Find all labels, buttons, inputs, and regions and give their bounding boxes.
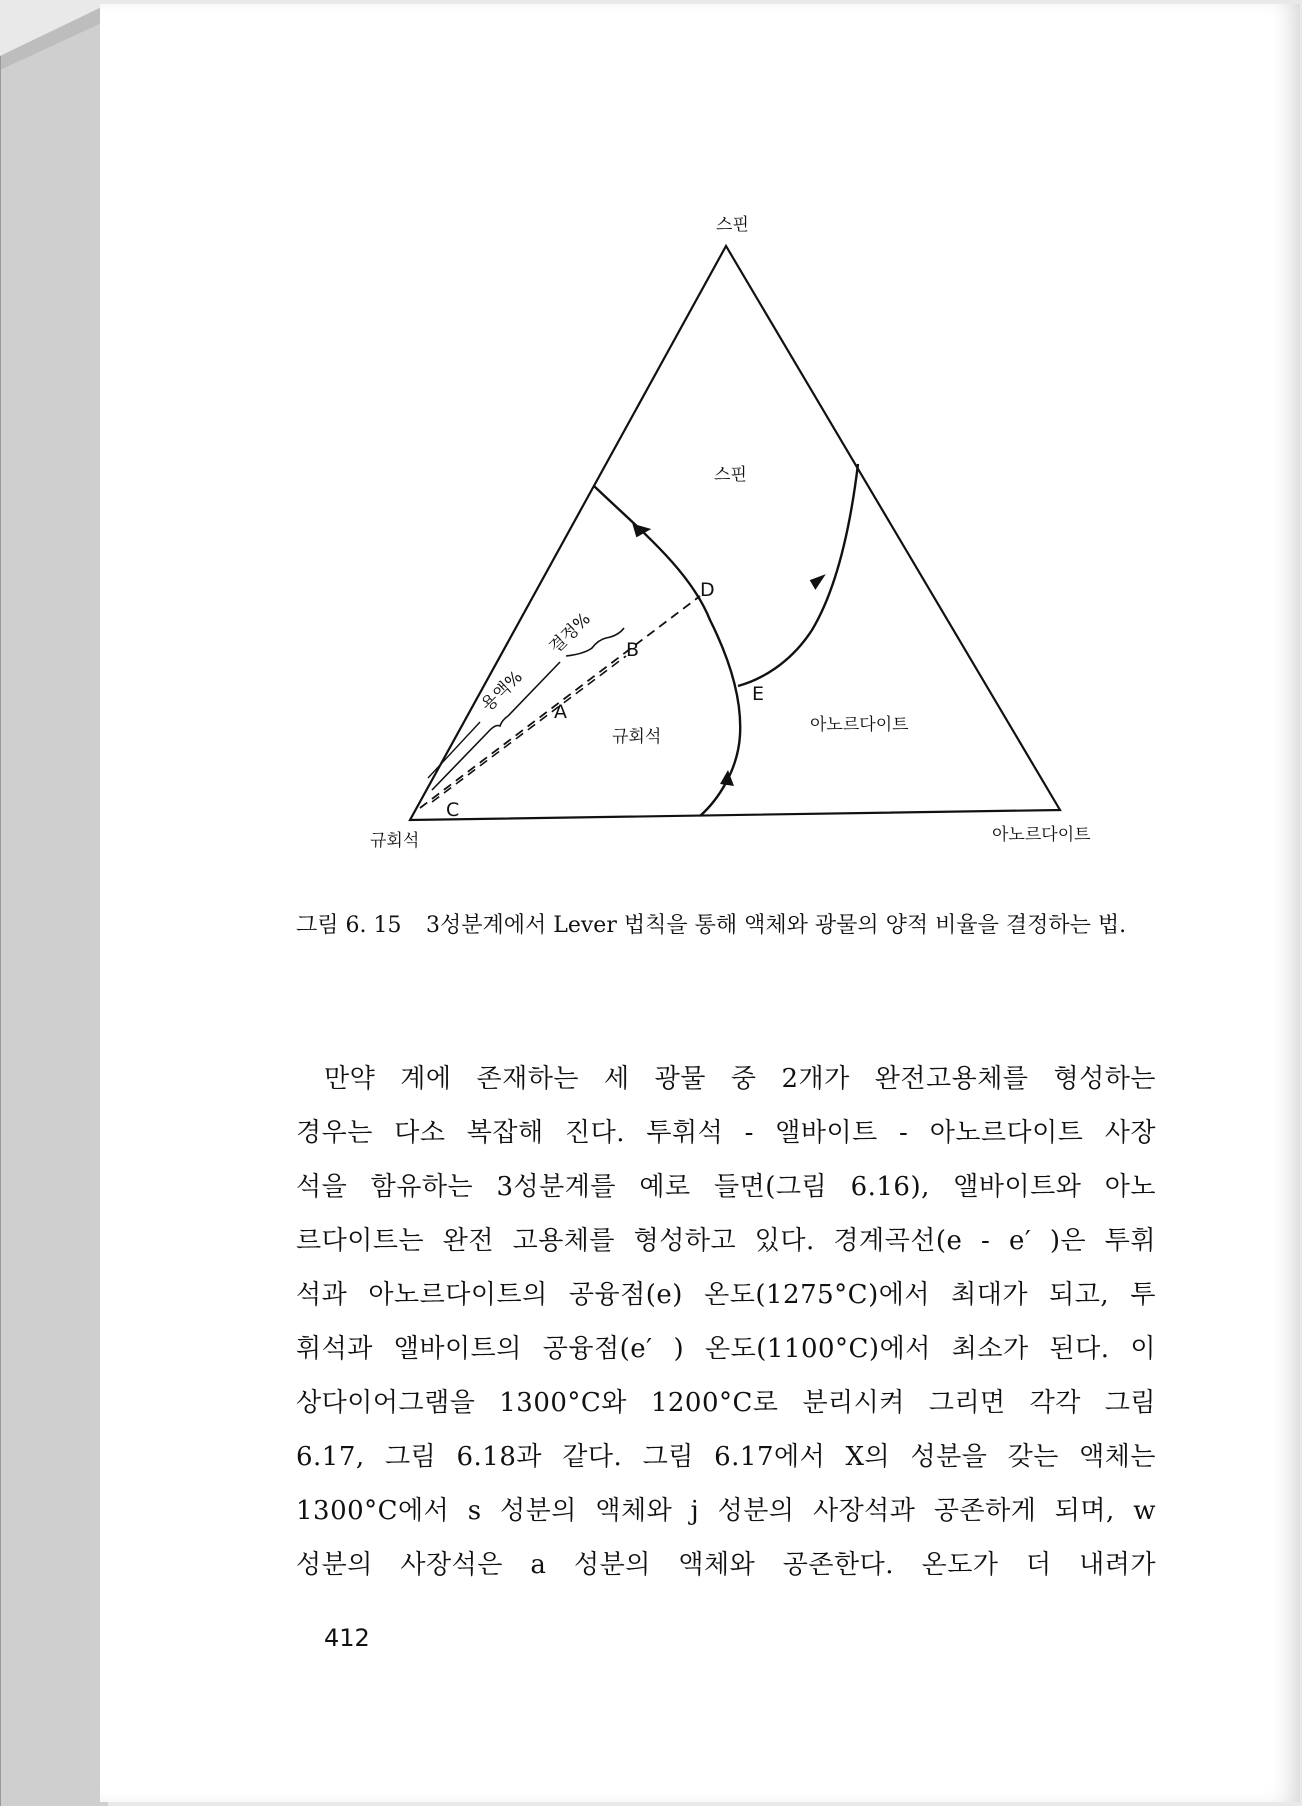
point-b-label: B bbox=[626, 639, 640, 661]
body-line: 경우는 다소 복잡해 진다. 투휘석 - 앨바이트 - 아노르다이트 사장 bbox=[296, 1118, 1156, 1148]
field-label-top: 스핀 bbox=[714, 465, 747, 485]
body-line: 석을 함유하는 3성분계를 예로 들면(그림 6.16), 앨바이트와 아노 bbox=[296, 1172, 1156, 1202]
vertex-label-right: 아노르다이트 bbox=[992, 825, 1091, 845]
crystal-percent-label: 결정% bbox=[545, 609, 595, 658]
body-line: 6.17, 그림 6.18과 같다. 그림 6.17에서 X의 성분을 갖는 액체는 bbox=[296, 1442, 1156, 1472]
point-c-label: C bbox=[446, 799, 460, 821]
liquid-percent-label: 용액% bbox=[477, 667, 527, 716]
figure-caption bbox=[296, 910, 1176, 942]
body-line: 상다이어그램을 1300°C와 1200°C로 분리시켜 그리면 각각 그림 bbox=[296, 1388, 1156, 1418]
lever-brace-liquid bbox=[432, 662, 560, 790]
body-line: 성분의 사장석은 a 성분의 액체와 공존한다. 온도가 더 내려가 bbox=[296, 1550, 1156, 1580]
point-e-label: E bbox=[752, 683, 765, 705]
body-line: 석과 아노르다이트의 공융점(e) 온도(1275°C)에서 최대가 되고, 투 bbox=[296, 1280, 1156, 1310]
field-label-right: 아노르다이트 bbox=[810, 715, 909, 735]
boundary-curve-left bbox=[594, 486, 740, 816]
vertex-label-left: 규회석 bbox=[370, 831, 420, 851]
vertex-label-top: 스핀 bbox=[716, 215, 749, 235]
body-line: 르다이트는 완전 고용체를 형성하고 있다. 경계곡선(e - e′ )은 투휘 bbox=[296, 1226, 1156, 1256]
body-line: 만약 계에 존재하는 세 광물 중 2개가 완전고용체를 형성하는 bbox=[324, 1064, 1156, 1094]
body-paragraph bbox=[296, 1052, 1156, 1592]
caption-number: 그림 6. 15 bbox=[296, 913, 402, 938]
body-line: 1300°C에서 s 성분의 액체와 j 성분의 사장석과 공존하게 되며, w bbox=[296, 1496, 1156, 1526]
point-a-label: A bbox=[554, 701, 567, 723]
boundary-curve-right bbox=[738, 464, 858, 686]
arrow-right-curve bbox=[808, 570, 826, 591]
ternary-triangle-outline bbox=[410, 246, 1060, 820]
body-line: 휘석과 앨바이트의 공융점(e′ ) 온도(1100°C)에서 최소가 된다. 이 bbox=[296, 1334, 1156, 1364]
page-number: 412 bbox=[324, 1624, 370, 1652]
point-d-label: D bbox=[700, 579, 715, 601]
field-label-left: 규회석 bbox=[612, 727, 662, 747]
caption-text: 3성분계에서 Lever 법칙을 통해 액체와 광물의 양적 비율을 결정하는 법. bbox=[426, 913, 1127, 938]
